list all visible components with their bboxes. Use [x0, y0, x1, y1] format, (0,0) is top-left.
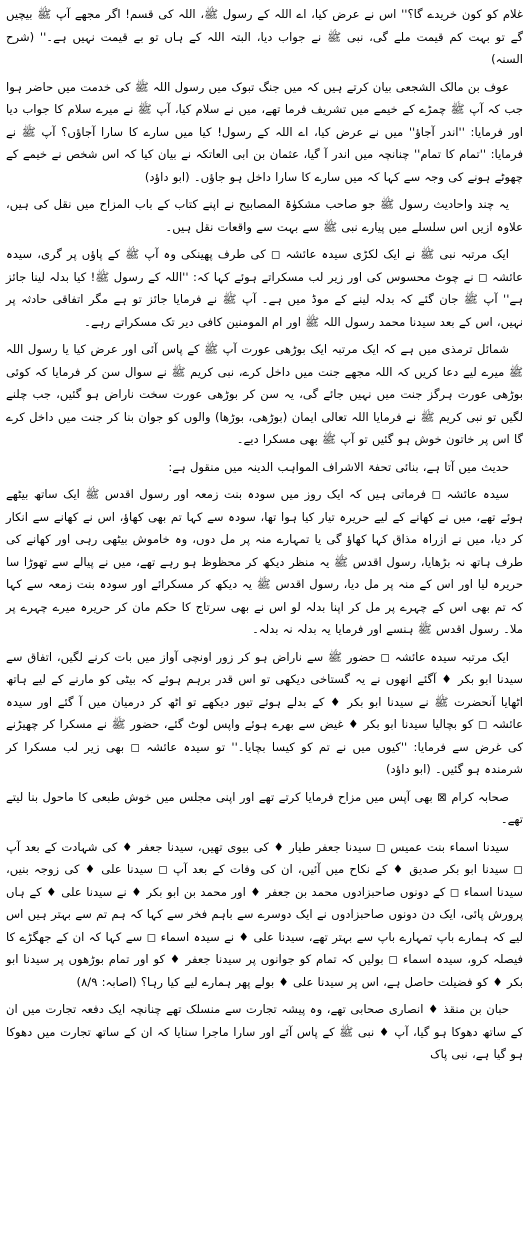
paragraph-10: سیدنا اسماء بنت عمیس ◻ سیدنا جعفر طیار ♦ کی بیوی تھیں، سیدنا جعفر ♦ کی شہادت کے بعد آپ ◻ سیدنا ابو بکر صدیق ♦ کے نکاح میں آئیں، ان کی وفات کے بعد آپ ◻ سیدنا علی ♦ کی زوجہ بنیں، سیدنا اسماء ◻ کے دونوں صاحبزادوں محمد بن جعفر ♦ اور محمد بن ابو بکر ♦ نے سیدنا علی ♦ کے ہاں پرورش پائی، ایک دن دونوں صاحبزادوں نے ایک دوسرے سے باہم فخر سے کہا کہ ہم تم سے بہتر ہیں اس لیے کہ ہمارے باپ تمہارے باپ سے بہتر تھے، سیدنا علی ♦ نے سیدہ اسماء ◻ سے کہا کہ ان کے جھگڑے کا فیصلہ کرو، سیدہ اسماء ◻ بولیں کہ تمام کو جوانوں پر سیدنا جعفر ♦ کو اور تمام بوڑھوں پر سیدنا ابو بکر ♦ کو فضیلت حاصل ہے، اس پر سیدنا علی ♦ بولے پھر ہمارے لیے کیا رہا؟ (اصابہ: ۸/۹) [6, 839, 523, 989]
paragraph-5: شمائل ترمذی میں ہے کہ ایک مرتبہ ایک بوڑھی عورت آپ ﷺ کے پاس آئی اور عرض کیا یا رسول اللہ ﷺ میرے لیے دعا کریں کہ اللہ مجھے جنت میں داخل کرے، نبی کریم ﷺ نے سوال سن کر فرمایا کہ کوئی بوڑھی عورت ہرگز جنت میں نہیں جائے گی، یہ سن کر بوڑھی عورت سخت ناراض ہو گئیں، جب چلنے لگیں تو نبی کریم ﷺ نے فرمایا اللہ تعالی ایمان (بوڑھی، بوڑھا) والوں کو جوان بنا کر جنت میں داخل کرے گا اس پر خاتون خوش ہو گئیں تو آپ ﷺ بھی مسکرا دیے۔ [6, 342, 523, 446]
paragraph-1: غلام کو کون خریدے گا؟'' اس نے عرض کیا، اے اللہ کے رسول ﷺ، اللہ کی قسم! اگر مجھے آپ ﷺ بیچیں گے تو بہت کم قیمت ملے گی، نبی ﷺ نے جواب دیا، البتہ اللہ کے ہاں تو بے قیمت نہیں ہے۔'' (شرح السنہ) [6, 7, 523, 66]
paragraph-7: سیدہ عائشہ ◻ فرماتی ہیں کہ ایک روز میں سودہ بنت زمعہ اور رسول اقدس ﷺ ایک ساتھ بیٹھے ہوئے تھے، میں نے کھانے کے لیے حریرہ تیار کیا ہوا تھا، سودہ سے کہا تم بھی کھاؤ، اس نے کھانے سے انکار کر دیا، میں نے ازراہ مذاق کہا کھاؤ گی یا تمہارے منہ پر مل دوں، وہ خاموش بیٹھی رہی اور کھانے کی طرف ہاتھ نہ بڑھایا، رسول اقدس ﷺ یہ منظر دیکھ کر محظوظ ہو رہے تھے، میں نے پیالے سے تھوڑا سا حریرہ لیا اور اس کے منہ پر مل دیا، رسول اقدس ﷺ یہ دیکھ کر مسکرائے اور سودہ بنت زمعہ سے کہا کہ تم بھی اس کے چہرے پر مل کر اپنا بدلہ لو اس نے بھی سرتاج کا حکم مان کر حریرہ میرے چہرے پر ملا۔ رسول اقدس ﷺ ہنسے اور فرمایا یہ بدلہ نہ بدلہ۔ [6, 487, 523, 636]
paragraph-8: ایک مرتبہ سیدہ عائشہ ◻ حضور ﷺ سے ناراض ہو کر زور اونچی آواز میں بات کرنے لگیں، اتفاق سے سیدنا ابو بکر ♦ آگئے انھوں نے یہ گستاخی دیکھی تو اس قدر برہم ہوئے کہ بیٹی کو مارنے کے لیے ہاتھ اٹھایا آنحضرت ﷺ نے سیدنا ابو بکر ♦ کے بدلے ہوئے تیور دیکھے تو اٹھ کر درمیان میں آ گئے اور سیدہ عائشہ ◻ کو بچالیا سیدنا ابو بکر ♦ غیض سے بھرے ہوئے واپس لوٹ گئے، حضور ﷺ نے مسکرا کر چھیڑنے کی غرض سے فرمایا: ''کیوں میں نے تم کو کیسا بچایا۔'' تو سیدہ عائشہ ◻ بھی زیر لب مسکرا کر شرمندہ ہو گئیں۔ (ابو داؤد) [6, 649, 523, 776]
paragraph-6: حدیث میں آتا ہے، بنائی تحفۃ الاشراف المواہب الدینہ میں منقول ہے: [168, 459, 509, 474]
paragraph-11: حبان بن منقذ ♦ انصاری صحابی تھے، وہ پیشہ تجارت سے منسلک تھے چنانچہ ایک دفعہ تجارت میں ان کے ساتھ دھوکا ہو گیا، آپ ♦ نبی ﷺ کے پاس آئے اور سارا ماجرا سنایا کہ ان کے ساتھ تجارت میں دھوکا ہو گیا ہے، نبی پاک [6, 1002, 523, 1061]
paragraph-3: یہ چند واحادیث رسول ﷺ جو صاحب مشکوٰۃ المصابیح نے اپنے کتاب کے باب المزاح میں نقل کی ہیں، علاوہ ازیں اس سلسلے میں پیارے نبی ﷺ سے بہت سے واقعات نقل ہیں۔ [6, 197, 523, 234]
paragraph-9: صحابہ کرام ⊠ بھی آپس میں مزاح فرمایا کرتے تھے اور اپنی مجلس میں خوش طبعی کا ماحول بنا لیتے تھے۔ [6, 789, 523, 826]
paragraph-4: ایک مرتبہ نبی ﷺ نے ایک لکڑی سیدہ عائشہ ◻ کی طرف پھینکی وہ آپ ﷺ کے پاؤں پر گری، سیدہ عائشہ ◻ نے چوٹ محسوس کی اور زیر لب مسکراتے ہوئے کہا کہ: ''اللہ کے رسول ﷺ! کیا بدلہ لینا جائز ہے'' آپ ﷺ جان گئے کہ بدلہ لینے کے موڈ میں ہے۔ آپ ﷺ نے فرمایا جائز تو ہے مگر اتفاقی حادثہ پر نہیں، اس کے بعد سیدنا محمد رسول اللہ ﷺ اور ام المومنین کافی دیر تک مسکراتے رہے۔ [6, 247, 523, 329]
paragraph-2: عوف بن مالک الشجعی بیان کرتے ہیں کہ میں جنگ تبوک میں رسول اللہ ﷺ کی خدمت میں حاضر ہوا جب کہ آپ ﷺ چمڑے کے خیمے میں تشریف فرما تھے، میں نے سلام کیا، آپ ﷺ نے میرے سلام کا جواب دیا اور فرمایا: ''اندر آجاؤ'' میں نے عرض کیا، اے اللہ کے رسول! کیا میں سارے کا سارا آجاؤں؟ آپ ﷺ نے فرمایا: ''تمام کا تمام'' چنانچہ میں اندر آ گیا، عثمان بن ابی العاتکہ نے بیان کیا کہ اس شخص نے خیمے کے چھوٹے ہونے کی وجہ سے کہا کہ میں سارے کا سارا داخل ہو جاؤں۔ (ابو داؤد) [6, 79, 523, 184]
